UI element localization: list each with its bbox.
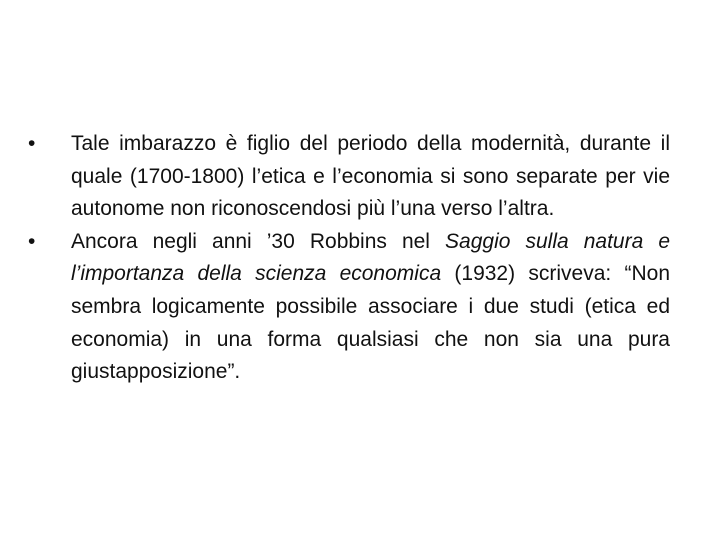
bullet-text-before-title: Ancora negli anni ’30 Robbins nel <box>71 229 446 253</box>
bullet-marker: • <box>28 132 36 155</box>
bullet-list <box>28 128 670 389</box>
bullet-text: Tale imbarazzo è figlio del periodo della modernità, durante il quale (1700-1800) l’etica e l’economia si sono separate per vie autonome non riconoscendosi più l’una verso l’altra. <box>71 132 670 221</box>
book-title: Saggio sulla natura e l’importanza della scienza economica <box>71 229 670 286</box>
bullet-item-robbins <box>28 226 670 389</box>
bullet-item-modernity <box>28 128 670 226</box>
bullet-marker: • <box>28 229 36 253</box>
bullet-text-after-title: (1932) scriveva: “Non sembra logicamente possibile associare i due studi (etica ed economia) in una forma qualsiasi che non sia una pura giustapposizione”. <box>71 262 671 384</box>
